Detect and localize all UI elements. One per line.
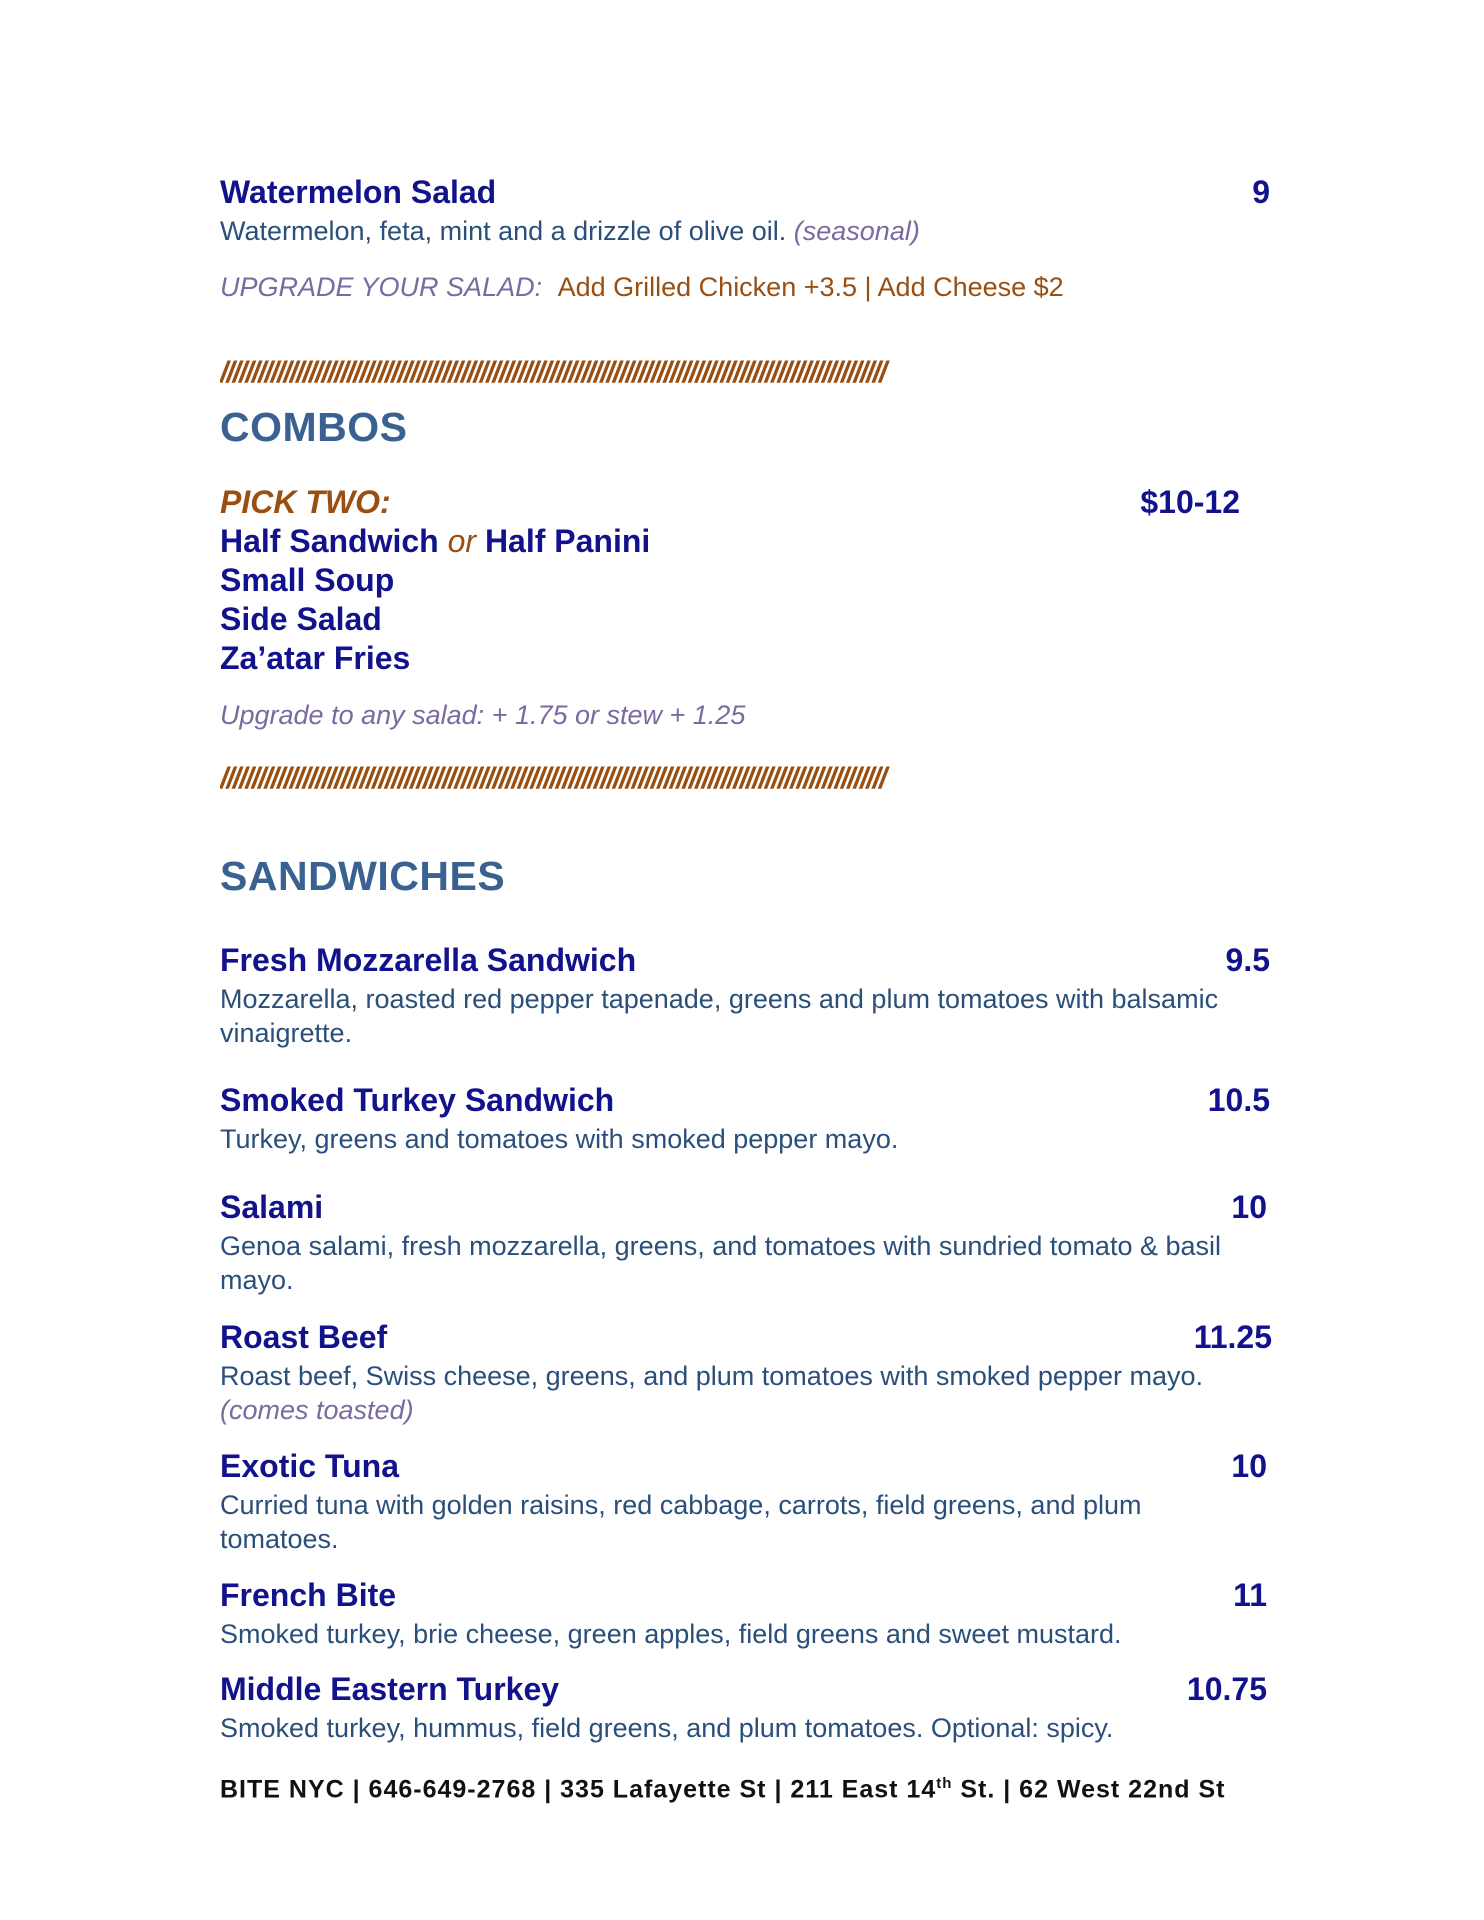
upgrade-salad-line [220, 272, 1064, 303]
sandwich-desc: Smoked turkey, brie cheese, green apples, field greens and sweet mustard. [220, 1619, 1122, 1649]
sandwich-price: 11.25 [1193, 1319, 1272, 1355]
sandwich-price: 9.5 [1225, 942, 1270, 978]
watermelon-salad-desc [220, 214, 1260, 248]
sandwich-price: 10.5 [1207, 1082, 1270, 1118]
sandwiches-heading: SANDWICHES [220, 853, 506, 899]
combo-option-half-panini: Half Panini [484, 523, 651, 559]
watermelon-salad-note: (seasonal) [793, 216, 920, 246]
sandwich-price: 10.75 [1186, 1671, 1267, 1707]
footer-text-main: BITE NYC | 646-649-2768 | 335 Lafayette St | 211 East 14 [220, 1775, 937, 1804]
combo-option-side-salad: Side Salad [220, 601, 382, 637]
divider: ///////////////////////////////////////////////////////////////////////////////////////////////////////// [220, 762, 886, 795]
watermelon-salad-name: Watermelon Salad [220, 174, 497, 210]
sandwich-note: (comes toasted) [220, 1395, 414, 1425]
sandwich-price: 10 [1231, 1189, 1267, 1225]
footer-superscript: th [936, 1775, 953, 1792]
divider: ///////////////////////////////////////////////////////////////////////////////////////////////////////// [220, 356, 886, 389]
sandwich-desc: Turkey, greens and tomatoes with smoked pepper mayo. [220, 1124, 899, 1154]
watermelon-salad-price: 9 [1252, 174, 1270, 210]
combo-option-zaatar-fries: Za’atar Fries [220, 640, 411, 676]
combo-option-half-sandwich: Half Sandwich [220, 523, 439, 559]
combo-option-or: or [447, 523, 477, 559]
watermelon-salad-desc-text: Watermelon, feta, mint and a drizzle of olive oil. [220, 216, 787, 246]
sandwich-name: Fresh Mozzarella Sandwich [220, 942, 637, 978]
sandwich-desc-text: Roast beef, Swiss cheese, greens, and plum tomatoes with smoked pepper mayo. [220, 1361, 1204, 1391]
sandwich-name: Roast Beef [220, 1319, 388, 1355]
upgrade-salad-label: UPGRADE YOUR SALAD: [220, 272, 543, 302]
sandwich-price: 10 [1231, 1448, 1267, 1484]
combo-option-small-soup: Small Soup [220, 562, 395, 598]
combo-option-sandwich-panini [220, 523, 650, 560]
combos-pick-label: PICK TWO: [220, 484, 391, 520]
upgrade-salad-text: Add Grilled Chicken +3.5 | Add Cheese $2 [557, 272, 1064, 302]
combos-upgrade-note: Upgrade to any salad: + 1.75 or stew + 1.25 [220, 700, 746, 730]
sandwich-name: Middle Eastern Turkey [220, 1671, 560, 1707]
sandwich-price: 11 [1233, 1577, 1267, 1613]
sandwich-name: Exotic Tuna [220, 1448, 399, 1484]
sandwich-desc: Smoked turkey, hummus, field greens, and plum tomatoes. Optional: spicy. [220, 1713, 1114, 1743]
sandwich-desc: Curried tuna with golden raisins, red cabbage, carrots, field greens, and plum tomatoes. [220, 1490, 1142, 1554]
combos-heading: COMBOS [220, 404, 408, 450]
footer-contact [220, 1775, 1225, 1804]
sandwich-name: Smoked Turkey Sandwich [220, 1082, 615, 1118]
footer-text-end: St. | 62 West 22nd St [952, 1775, 1226, 1804]
sandwich-desc: Genoa salami, fresh mozzarella, greens, and tomatoes with sundried tomato & basil mayo. [220, 1231, 1222, 1295]
sandwich-name: French Bite [220, 1577, 397, 1613]
combos-price: $10-12 [1140, 484, 1240, 520]
sandwich-name: Salami [220, 1189, 324, 1225]
sandwich-desc [220, 1359, 1220, 1427]
sandwich-desc: Mozzarella, roasted red pepper tapenade, greens and plum tomatoes with balsamic vinaigrette. [220, 984, 1219, 1048]
